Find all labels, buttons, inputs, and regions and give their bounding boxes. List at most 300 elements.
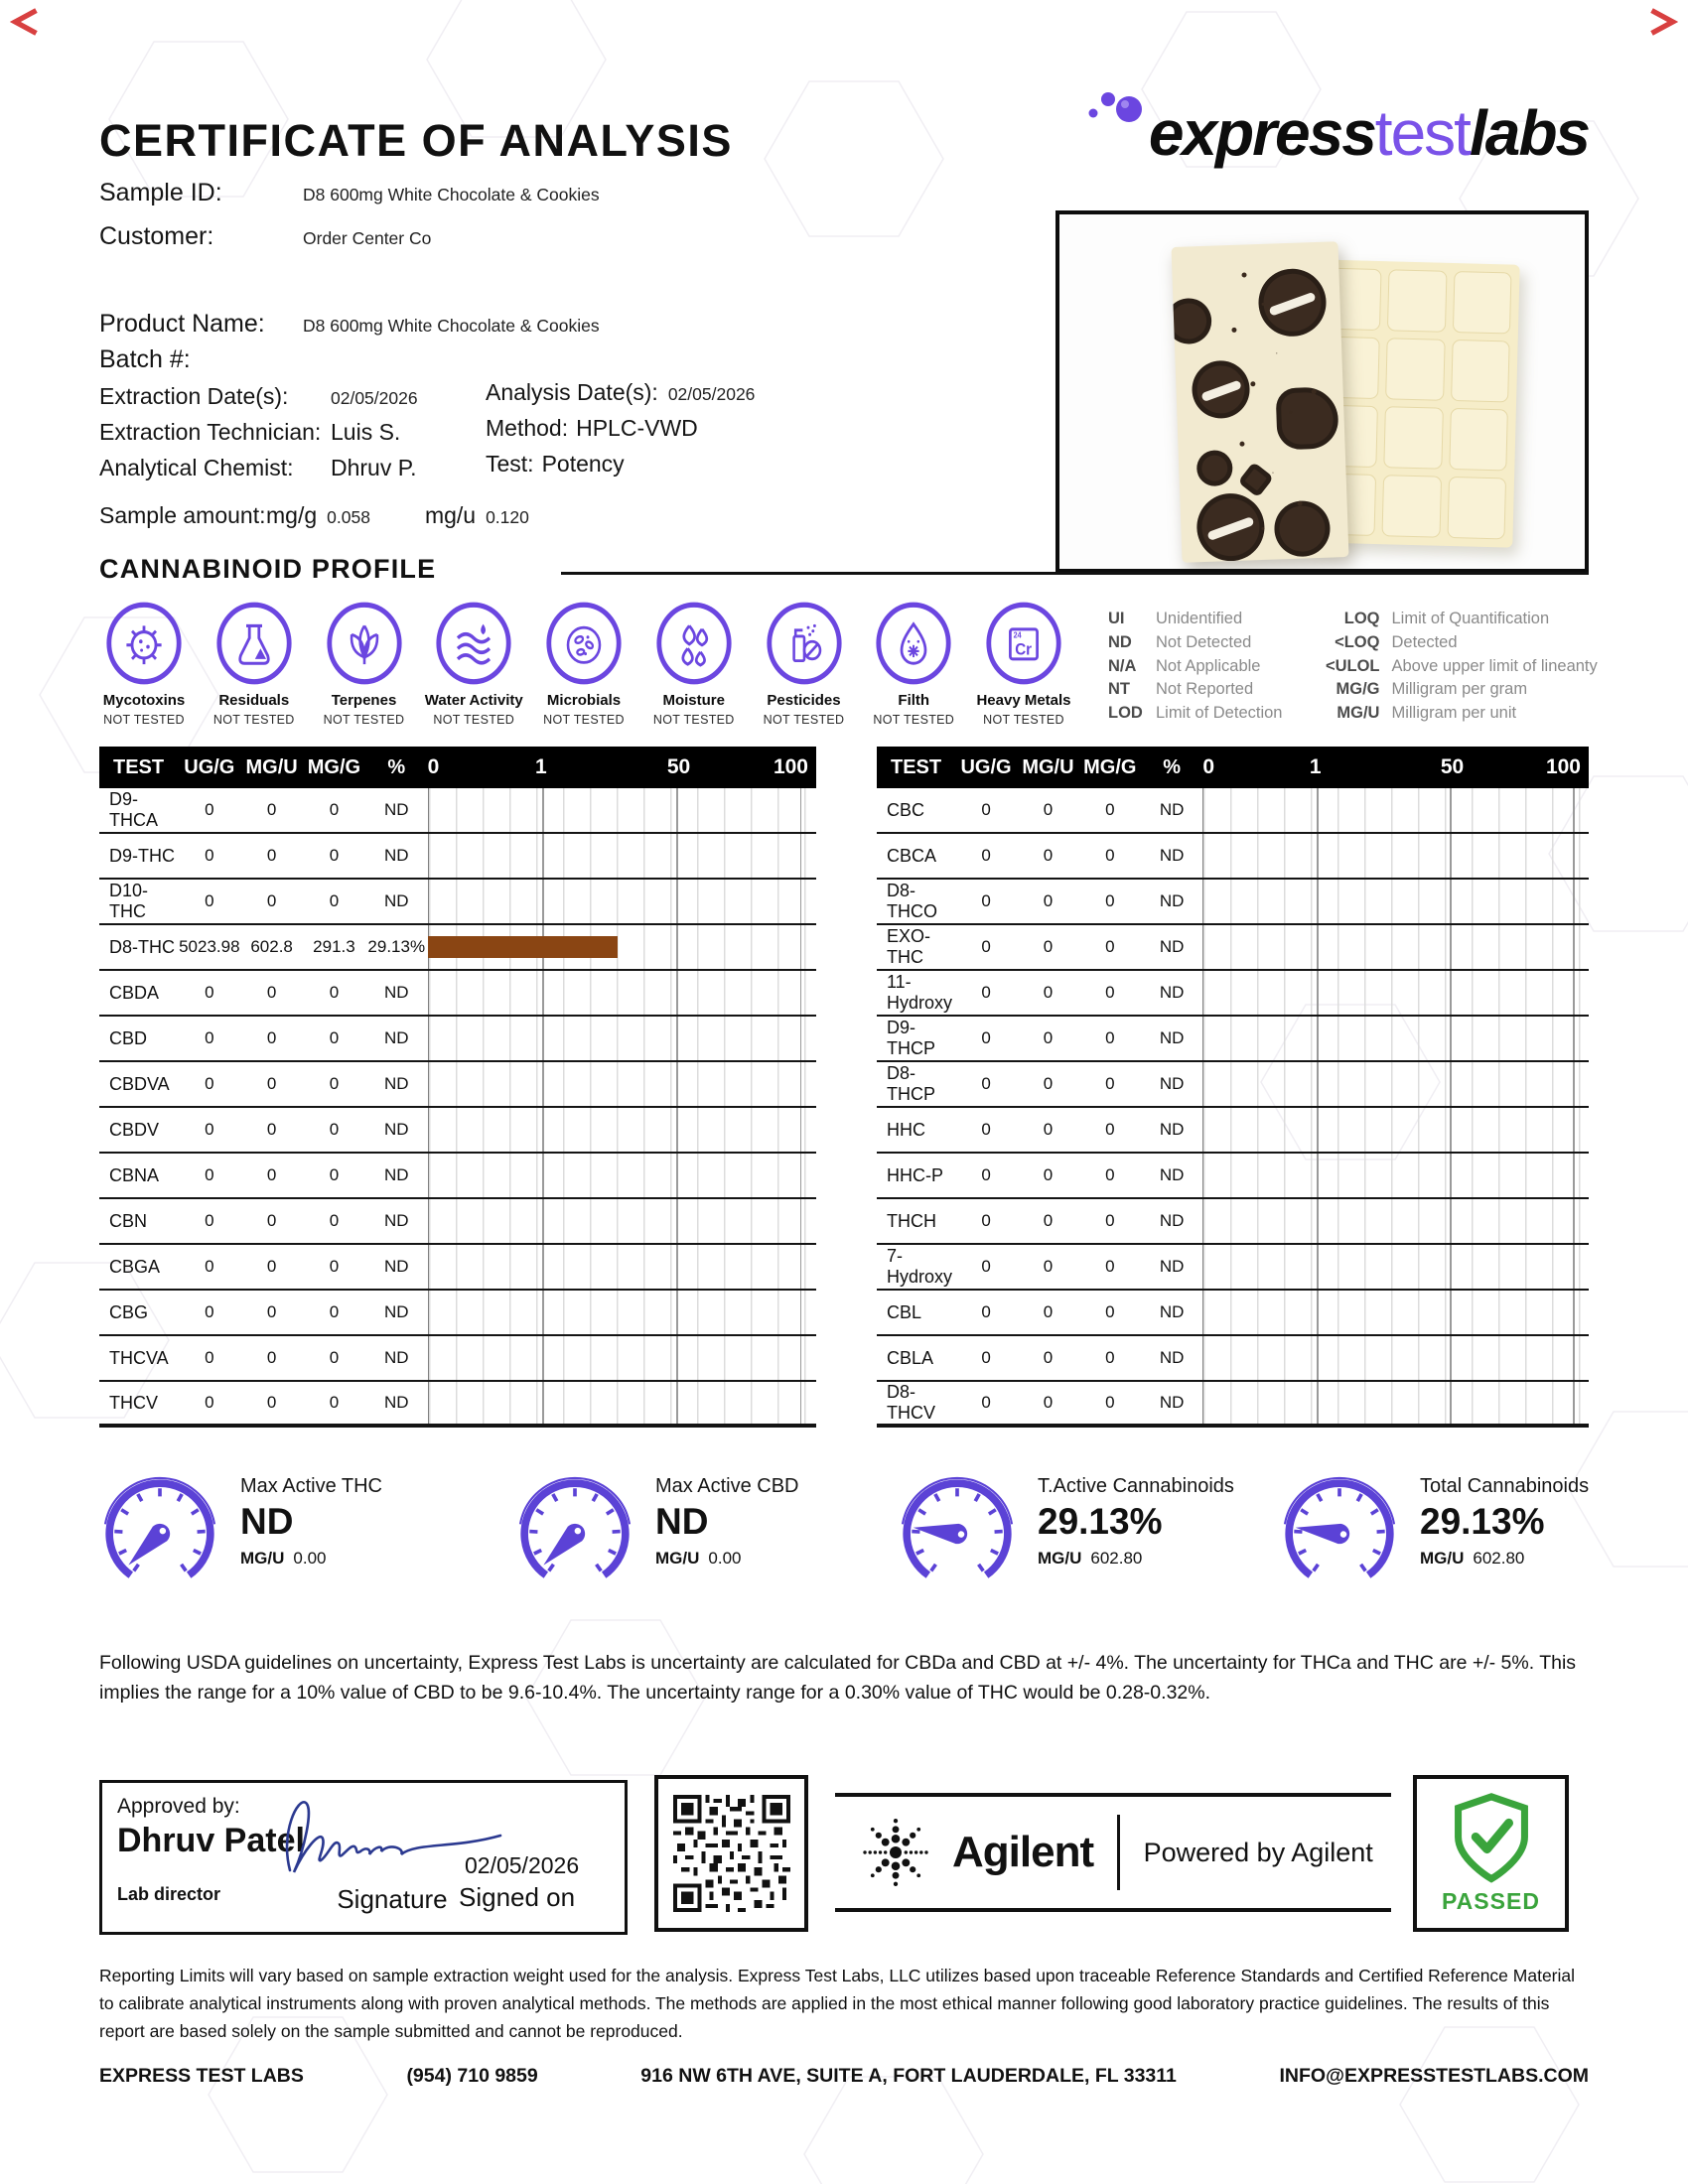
cell-mgg: 291.3 [313, 937, 355, 956]
approved-by-label: Approved by: [117, 1795, 240, 1818]
icon-status: NOT TESTED [323, 713, 405, 727]
cell-pct: ND [383, 1211, 409, 1230]
cell-test: D8-THCP [887, 1063, 935, 1104]
safety-icon-mycotoxins [91, 600, 197, 727]
cell-test: D8-THCV [887, 1382, 935, 1423]
microbials-icon [544, 600, 624, 687]
icon-status: NOT TESTED [543, 713, 625, 727]
cell-pct: ND [1159, 1257, 1185, 1276]
corner-accent-icon [1648, 8, 1678, 36]
method-value: HPLC-VWD [576, 415, 698, 441]
safety-icon-heavy-metals [971, 600, 1076, 727]
agilent-strip [835, 1793, 1391, 1912]
cell-chart [428, 1336, 816, 1380]
icon-status: NOT TESTED [103, 713, 185, 727]
cell-mgg: 0 [329, 1348, 340, 1367]
cell-mgu: 0 [266, 891, 277, 910]
col-ugg: UG/G [184, 755, 235, 778]
sample-id-row [99, 179, 600, 207]
table-row [877, 1017, 1589, 1062]
cell-chart [1202, 1291, 1589, 1334]
cell-chart [428, 1062, 816, 1106]
cell-ugg: 0 [205, 1028, 214, 1047]
table-row [99, 1382, 816, 1428]
legend-item [1312, 608, 1597, 631]
cell-pct: ND [1159, 1348, 1185, 1367]
cell-pct: ND [383, 983, 409, 1002]
table-row [877, 788, 1589, 834]
gauge-dial-icon [1279, 1473, 1400, 1594]
cell-mgg: 0 [1105, 937, 1115, 956]
extraction-technician-value: Luis S. [331, 419, 401, 445]
icon-label: Moisture [662, 692, 725, 709]
analysis-date-label: Analysis Date(s): [486, 379, 658, 405]
analysis-date-value: 02/05/2026 [667, 384, 756, 404]
sample-amount-label: Sample amount: [99, 502, 266, 528]
cell-mgu: 0 [266, 1257, 277, 1276]
cell-mgg: 0 [1105, 1211, 1115, 1230]
cell-test: 7-Hydroxy [887, 1246, 953, 1287]
icon-label: Heavy Metals [976, 692, 1071, 709]
sample-id-label: Sample ID: [99, 179, 222, 206]
icon-label: Water Activity [424, 692, 523, 709]
cell-chart [1202, 1199, 1589, 1243]
col-ugg: UG/G [960, 755, 1012, 778]
section-rule [561, 572, 1589, 575]
cannabinoid-table-right [877, 747, 1589, 1428]
icon-status: NOT TESTED [763, 713, 845, 727]
cell-test: CBDVA [109, 1073, 170, 1094]
cell-mgu: 0 [266, 1165, 277, 1184]
footer-disclaimer: Reporting Limits will vary based on sample extraction weight used for the analysis. Express Test Labs, LLC utilizes based upon traceable Reference Standards and Certified Reference Material to calibrate analytical instruments along with proven analytical methods. The methods are applied in the most ethical manner following good laboratory practice guidelines. The results of this report are based solely on the sample submitted and cannot be reproduced. [99, 1966, 1576, 2041]
icon-status: NOT TESTED [873, 713, 955, 727]
cell-test: CBG [109, 1301, 149, 1322]
legend-left-column [1108, 608, 1282, 726]
legend-item [1108, 631, 1282, 655]
cell-mgu: 0 [1043, 1165, 1054, 1184]
cell-mgg: 0 [1105, 983, 1115, 1002]
gauge-value: ND [655, 1501, 709, 1542]
cell-test: CBL [887, 1301, 922, 1322]
legend-desc: Limit of Detection [1156, 704, 1283, 723]
cell-test: THCV [109, 1392, 158, 1413]
cell-test: THCH [887, 1210, 936, 1231]
cell-ugg: 0 [205, 1348, 214, 1367]
cell-mgg: 0 [329, 1028, 340, 1047]
analytical-chemist-row [99, 455, 417, 481]
cell-test: D8-THCO [887, 881, 937, 921]
legend-item [1108, 608, 1282, 631]
cell-pct: ND [383, 800, 409, 819]
legend-item [1312, 702, 1597, 726]
cell-mgu: 0 [1043, 1393, 1054, 1412]
table-row [877, 1154, 1589, 1199]
cell-ugg: 0 [981, 1302, 991, 1321]
legend-item [1108, 655, 1282, 679]
extraction-technician-label: Extraction Technician: [99, 419, 322, 445]
customer-row [99, 222, 431, 251]
customer-label: Customer: [99, 222, 214, 250]
gauge [99, 1473, 382, 1594]
safety-icons-row [91, 600, 1076, 727]
mgg-value: 0.058 [327, 507, 370, 527]
cell-chart [1202, 880, 1589, 923]
analytical-chemist-value: Dhruv P. [331, 455, 417, 480]
table-row [99, 788, 816, 834]
gauge-unit-value: 0.00 [293, 1549, 327, 1568]
gauge [1279, 1473, 1589, 1594]
cell-mgg: 0 [329, 1211, 340, 1230]
icon-label: Mycotoxins [102, 692, 186, 709]
cell-chart [428, 834, 816, 878]
footer-email: INFO@EXPRESSTESTLABS.COM [1279, 2065, 1589, 2087]
cell-test: CBN [109, 1210, 148, 1231]
cell-chart [428, 1154, 816, 1197]
scale-tick-50: 50 [1440, 755, 1465, 778]
test-row [486, 451, 625, 478]
terpenes-leaf-icon [325, 600, 404, 687]
mgu-label: mg/u [424, 502, 477, 528]
extraction-date-row [99, 383, 418, 410]
legend-abbr: <ULOL [1325, 656, 1380, 675]
corner-accent-icon [10, 8, 40, 36]
gauge-unit-value: 602.80 [1090, 1549, 1143, 1568]
qr-code-icon [673, 1795, 790, 1912]
table-rows [99, 788, 816, 1428]
cell-mgg: 0 [329, 983, 340, 1002]
cell-mgu: 602.8 [250, 937, 293, 956]
gauge-needle [536, 1520, 589, 1572]
cell-mgu: 0 [266, 1120, 277, 1139]
table-rows [877, 788, 1589, 1428]
cell-ugg: 0 [981, 846, 991, 865]
uncertainty-statement: Following USDA guidelines on uncertainty, Express Test Labs is uncertainty are calculated for CBDa and CBD at +/- 4%. The uncertainty for THCa and THC are +/- 5%. This implies the range for a 10% value of CBD to be 9.6-10.4%. The uncertainty range for a 0.30% value of THC would be 0.28-0.32%. [99, 1652, 1577, 1705]
cell-chart [428, 1382, 816, 1424]
cell-chart [1202, 971, 1589, 1015]
cell-chart [428, 788, 816, 832]
col-pct: % [1163, 755, 1182, 778]
svg-text:24: 24 [1013, 630, 1022, 640]
gauge-value: ND [240, 1501, 294, 1542]
cell-chart [428, 1017, 816, 1060]
cell-mgg: 0 [329, 846, 340, 865]
col-mgg: MG/G [307, 755, 361, 778]
table-row [877, 1245, 1589, 1291]
safety-icon-water-activity [421, 600, 526, 727]
table-header [877, 747, 1589, 788]
cell-ugg: 0 [981, 937, 991, 956]
scale-tick-1: 1 [534, 755, 547, 778]
cell-ugg: 0 [981, 983, 991, 1002]
legend-abbr: UI [1108, 610, 1125, 627]
cell-pct: ND [1159, 1120, 1185, 1139]
table-row [877, 1382, 1589, 1428]
cell-test: EXO-THC [887, 926, 931, 967]
footer-phone: (954) 710 9859 [406, 2065, 538, 2087]
svg-text:Cr: Cr [1015, 640, 1033, 659]
cell-test: HHC [887, 1119, 925, 1140]
cell-chart [428, 1245, 816, 1289]
extraction-technician-row [99, 419, 400, 446]
cell-mgg: 0 [1105, 846, 1115, 865]
legend-right-column [1312, 608, 1597, 726]
cell-test: D9-THCP [887, 1018, 935, 1058]
logo-word-test: test [1374, 97, 1470, 169]
cell-mgu: 0 [1043, 800, 1054, 819]
safety-icon-terpenes [312, 600, 417, 727]
cell-ugg: 0 [205, 1165, 214, 1184]
agilent-brand: Agilent [952, 1828, 1094, 1876]
table-row [99, 1199, 816, 1245]
table-row [99, 1108, 816, 1154]
gauge-unit-label: MG/U [655, 1549, 700, 1568]
cell-test: CBDA [109, 982, 160, 1003]
cell-test: D10-THC [109, 881, 149, 921]
cell-mgu: 0 [1043, 891, 1054, 910]
cell-mgu: 0 [1043, 1074, 1054, 1093]
table-row [99, 1336, 816, 1382]
gauge-title: Max Active CBD [655, 1475, 799, 1497]
approver-role: Lab director [117, 1884, 221, 1904]
cell-pct: ND [1159, 983, 1185, 1002]
table-row [99, 1017, 816, 1062]
cell-mgu: 0 [266, 1074, 277, 1093]
cell-chart [1202, 1382, 1589, 1424]
legend-abbr: MG/U [1336, 704, 1380, 723]
legend-desc: Above upper limit of lineanty [1391, 656, 1598, 675]
safety-icon-residuals [202, 600, 307, 727]
product-photo [1055, 210, 1589, 573]
legend-abbr: LOD [1108, 704, 1143, 723]
gauge-needle [1294, 1518, 1350, 1546]
scale-tick-50: 50 [666, 755, 691, 778]
cell-chart [428, 880, 816, 923]
cell-mgu: 0 [1043, 1348, 1054, 1367]
passed-label: PASSED [1442, 1887, 1540, 1914]
icon-label: Filth [898, 692, 930, 709]
cell-ugg: 0 [205, 1257, 214, 1276]
cell-chart [428, 1291, 816, 1334]
cell-ugg: 0 [205, 983, 214, 1002]
cell-test: CBLA [887, 1347, 934, 1368]
batch-row [99, 345, 191, 374]
analytical-chemist-label: Analytical Chemist: [99, 455, 294, 480]
cell-pct: ND [383, 1348, 409, 1367]
cell-mgu: 0 [1043, 1257, 1054, 1276]
table-row [877, 1199, 1589, 1245]
cell-chart [428, 971, 816, 1015]
section-title: CANNABINOID PROFILE [99, 554, 437, 584]
cell-mgg: 0 [1105, 1348, 1115, 1367]
table-row [99, 1154, 816, 1199]
sample-id-value: D8 600mg White Chocolate & Cookies [303, 185, 600, 205]
cell-mgg: 0 [1105, 1393, 1115, 1412]
cell-chart [428, 1199, 816, 1243]
cell-mgg: 0 [1105, 1165, 1115, 1184]
agilent-tagline: Powered by Agilent [1143, 1837, 1373, 1867]
gauge-title: Max Active THC [240, 1475, 382, 1497]
gauge-dial-icon [514, 1473, 635, 1594]
approver-name: Dhruv Patel [117, 1822, 305, 1859]
cell-test: HHC-P [887, 1164, 943, 1185]
cell-ugg: 0 [205, 1074, 214, 1093]
cannabinoid-table-left [99, 747, 816, 1428]
method-label: Method: [486, 415, 569, 441]
cell-pct: ND [383, 1302, 409, 1321]
cell-test: CBD [109, 1027, 148, 1048]
cell-ugg: 0 [205, 1211, 214, 1230]
cell-ugg: 0 [981, 1211, 991, 1230]
safety-icon-moisture [641, 600, 747, 727]
cell-pct: ND [1159, 1211, 1185, 1230]
legend-desc: Detected [1391, 632, 1458, 651]
legend-item [1312, 655, 1597, 679]
gauge-dial-icon [99, 1473, 220, 1594]
cell-pct: ND [383, 1074, 409, 1093]
mycotoxins-icon [104, 600, 184, 687]
icon-label: Terpenes [331, 692, 397, 709]
scale-tick-1: 1 [1309, 755, 1322, 778]
signed-on-label: Signed on [459, 1882, 576, 1912]
cell-mgu: 0 [266, 846, 277, 865]
mgg-label: mg/g [266, 502, 318, 528]
cell-mgg: 0 [329, 1074, 340, 1093]
legend-item [1108, 702, 1282, 726]
icon-status: NOT TESTED [433, 713, 515, 727]
cell-pct: ND [383, 846, 409, 865]
legend-desc: Not Detected [1156, 632, 1252, 651]
col-mgu: MG/U [1022, 755, 1074, 778]
gauge-unit-label: MG/U [1038, 1549, 1082, 1568]
cell-pct: ND [383, 1257, 409, 1276]
agilent-starburst-icon [853, 1810, 938, 1895]
cell-chart [1202, 1245, 1589, 1289]
legend-desc: Limit of Quantification [1391, 610, 1550, 627]
cell-mgg: 0 [329, 1257, 340, 1276]
cell-mgu: 0 [266, 1028, 277, 1047]
icon-label: Pesticides [767, 692, 841, 709]
logo-word-labs: labs [1469, 97, 1589, 169]
cell-pct: ND [1159, 1028, 1185, 1047]
cell-pct: ND [1159, 937, 1185, 956]
table-row [99, 1062, 816, 1108]
table-row [877, 1291, 1589, 1336]
table-row [99, 971, 816, 1017]
cell-pct: ND [1159, 1074, 1185, 1093]
cell-pct: ND [383, 1120, 409, 1139]
icon-status: NOT TESTED [983, 713, 1064, 727]
cell-chart [1202, 1336, 1589, 1380]
logo-bubbles-icon [1083, 87, 1145, 131]
shield-check-icon [1448, 1793, 1535, 1886]
table-header [99, 747, 816, 788]
gauge-needle [912, 1518, 968, 1546]
icon-status: NOT TESTED [652, 713, 735, 727]
cell-mgg: 0 [1105, 1302, 1115, 1321]
cell-pct: ND [383, 1393, 409, 1412]
extraction-date-value: 02/05/2026 [331, 388, 418, 408]
cell-pct: ND [1159, 846, 1185, 865]
test-label: Test: [486, 451, 534, 477]
product-name-label: Product Name: [99, 310, 265, 338]
cell-mgg: 0 [1105, 1028, 1115, 1047]
cell-mgu: 0 [1043, 1028, 1054, 1047]
cell-ugg: 0 [205, 891, 214, 910]
cell-mgg: 0 [329, 1165, 340, 1184]
cell-ugg: 0 [981, 891, 991, 910]
cell-ugg: 0 [205, 800, 214, 819]
legend-desc: Unidentified [1156, 610, 1243, 627]
cell-ugg: 0 [205, 1302, 214, 1321]
analysis-date-row [486, 379, 755, 406]
water-activity-icon [434, 600, 513, 687]
scale-tick-0: 0 [1202, 755, 1215, 778]
passed-badge [1413, 1775, 1569, 1932]
gauge-value: 29.13% [1038, 1501, 1163, 1542]
cell-mgg: 0 [1105, 800, 1115, 819]
table-row [99, 1245, 816, 1291]
legend-abbr: LOQ [1343, 610, 1380, 627]
cell-chart [1202, 1154, 1589, 1197]
footer-address: 916 NW 6TH AVE, SUITE A, FORT LAUDERDALE, FL 33311 [640, 2065, 1177, 2087]
safety-icon-pesticides [752, 600, 857, 727]
cell-mgu: 0 [1043, 1302, 1054, 1321]
col-pct: % [387, 755, 406, 778]
cell-mgu: 0 [266, 1211, 277, 1230]
pesticides-spray-icon [765, 600, 844, 687]
legend-item [1312, 631, 1597, 655]
table-row [99, 880, 816, 925]
cell-chart [1202, 1017, 1589, 1060]
method-row [486, 415, 698, 442]
table-row [877, 925, 1589, 971]
legend-abbr: NT [1108, 680, 1130, 699]
col-mgu: MG/U [245, 755, 298, 778]
customer-value: Order Center Co [303, 228, 432, 248]
cell-mgu: 0 [266, 983, 277, 1002]
cell-mgu: 0 [1043, 1211, 1054, 1230]
cell-test: CBDV [109, 1119, 160, 1140]
col-test: TEST [113, 755, 165, 778]
footer-company: EXPRESS TEST LABS [99, 2065, 304, 2087]
cell-pct: ND [1159, 1302, 1185, 1321]
legend-abbr: ND [1108, 632, 1132, 651]
heavy-metals-cr-icon [984, 600, 1063, 687]
table-row [99, 1291, 816, 1336]
cell-pct: ND [383, 891, 409, 910]
mgu-value: 0.120 [486, 507, 529, 527]
table-row [877, 971, 1589, 1017]
cell-mgu: 0 [1043, 937, 1054, 956]
gauge-unit-label: MG/U [1420, 1549, 1465, 1568]
cell-test: D8-THC [109, 936, 175, 957]
gauge [514, 1473, 798, 1594]
gauge-value: 29.13% [1420, 1501, 1545, 1542]
filth-drop-icon [874, 600, 953, 687]
legend-abbr: N/A [1108, 656, 1137, 675]
cell-ugg: 0 [205, 846, 214, 865]
table-row [99, 834, 816, 880]
cell-mgg: 0 [329, 1302, 340, 1321]
icon-label: Microbials [546, 692, 622, 709]
cell-ugg: 0 [981, 1074, 991, 1093]
cookie-crumbs [1241, 272, 1246, 277]
product-name-value: D8 600mg White Chocolate & Cookies [303, 316, 600, 336]
concentration-bar [428, 936, 619, 958]
moisture-icon [654, 600, 734, 687]
gauge-title: Total Cannabinoids [1420, 1475, 1590, 1497]
cell-mgu: 0 [266, 800, 277, 819]
